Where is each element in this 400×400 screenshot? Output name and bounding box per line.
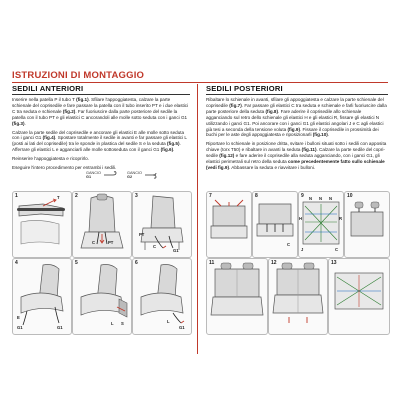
figure-13	[328, 258, 390, 335]
label-PT: PT	[139, 232, 145, 237]
front-p2-text-b: . Spostare totalmente il sedile in avanti e far passare gli elastici L (posti ai lati del coprisedile) tra le sponde in plastica del sedile S e la seduta	[12, 135, 187, 147]
figure-3	[132, 191, 192, 258]
figure-6	[132, 258, 192, 335]
rear-p2-text-b: . Calzare la parte sedile del coprisedile	[206, 147, 385, 159]
figure-1	[12, 191, 72, 258]
rear-seat-underside-illustration	[329, 259, 389, 334]
front-seats-heading: SEDILI ANTERIORI	[12, 84, 190, 95]
hook-name: GANCIO	[126, 171, 142, 175]
label-G1: G1	[173, 248, 179, 253]
hook-legend-g1	[86, 171, 117, 180]
rear-seats-heading: SEDILI POSTERIORI	[206, 84, 388, 95]
fig-ref-6: (fig.6)	[160, 147, 174, 153]
figure-number: 6	[135, 260, 138, 266]
hook-code: G1	[86, 175, 92, 180]
fig-ref-10: (fig.10)	[312, 132, 328, 138]
figure-number: 5	[75, 260, 78, 266]
rear-hook-illustration	[133, 192, 191, 257]
headrest-reposition-illustration	[345, 192, 389, 257]
fig-ref-12: (fig.12)	[219, 153, 235, 159]
figure-number: 11	[209, 260, 215, 266]
fig-ref-9: (fig.9)	[287, 126, 300, 132]
front-p1-text-b: . Sfilare l'appoggiatesta, calzare la parte schienale del coprisedile e fare passare la patella con il tubo inserito PT e i due elastici C tra seduta e schienale	[12, 97, 189, 114]
rear-p1-text-d: . Fissare il coprisedile in prossimità dei buchi per le aste degli appoggiatesta e riposizionarli	[206, 126, 379, 138]
label-S: S	[121, 321, 124, 326]
rear-p2-text-d: . Abbassare la seduta e riavvitare i bulloni.	[228, 164, 316, 170]
rear-paragraph-2	[206, 141, 388, 171]
front-paragraph-1	[12, 97, 190, 127]
label-C: C	[287, 242, 291, 247]
rear-p1-text-e: .	[327, 132, 330, 138]
rear-backrest-fold-illustration	[207, 192, 251, 257]
label-C: C	[92, 240, 96, 245]
figure-number: 4	[15, 260, 18, 266]
front-seats-section	[12, 84, 190, 174]
label-E: E	[17, 315, 20, 320]
figure-number: 8	[255, 193, 258, 199]
label-G1: G1	[179, 325, 185, 330]
fig-ref-8: (fig.8)	[265, 108, 279, 114]
label-T: T	[57, 195, 60, 200]
front-p1-text-d: .	[24, 120, 26, 126]
title-rule	[12, 82, 388, 83]
hook-code: G2	[126, 175, 133, 180]
figure-number: 13	[331, 260, 337, 266]
rear-seat-cover-illustration	[269, 259, 327, 334]
hook-name: GANCIO	[86, 171, 101, 175]
label-C: C	[153, 244, 157, 249]
rear-p2-emphasis: come precedentemente fatto sullo schienale	[287, 159, 385, 165]
label-G1: G1	[17, 325, 23, 330]
figure-number: 3	[135, 193, 138, 199]
figure-number: 2	[75, 193, 78, 199]
label-L: L	[167, 319, 170, 324]
front-paragraph-2	[12, 130, 190, 154]
fig-ref-3: (fig.3)	[12, 120, 25, 126]
front-p2-text-a: Calzare la parte sedile del coprisedile e ancorare gli elastici E alle molle sotto seduta con i ganci G1	[12, 129, 185, 141]
hook-legend	[86, 171, 158, 180]
fig-ref-13: (vedi fig.9)	[206, 164, 229, 170]
figure-number: 10	[347, 193, 353, 199]
fig-ref-7: (fig.7)	[229, 102, 242, 108]
figure-10	[344, 191, 390, 258]
front-p1-text-c: . Far fuoriuscire dalla parte posteriore del sedile la patella con il tubo PT e gli elastici C ancorandoli alle molle sotto seduta con i ganci G1	[12, 108, 188, 120]
label-PT: PT	[108, 240, 114, 245]
fig-ref-11: (fig.11)	[301, 147, 317, 153]
label-J: J	[301, 247, 304, 252]
figure-8	[252, 191, 298, 258]
fig-ref-1: (fig.1)	[76, 97, 89, 102]
fig-ref-4: (fig.4)	[42, 135, 56, 141]
figure-number: 12	[271, 260, 277, 266]
hook-legend-g2	[127, 171, 158, 180]
label-N: N	[329, 196, 333, 201]
rear-seats-section	[206, 84, 388, 174]
rear-p1-text-c: . Fare aderire il coprisedile allo schienale agganciando sul retro dello schienale gli elastici H e gli elastici R, fissare gli elastici N utilizzando i ganci G1. Poi ancorare con i ganci G1 gli elastici angolari J e C agli elastici già tesi a seconda della tensione voluta	[206, 108, 384, 132]
figure-number: 1	[15, 193, 18, 199]
rear-paragraph-1	[206, 97, 388, 138]
front-paragraph-4: Eseguire l'intero procedimento per entrambi i sedili.	[12, 165, 117, 171]
seat-cushion-illustration	[13, 259, 71, 334]
side-hook-illustration	[133, 259, 191, 334]
front-p1-text-a: Inserire nella patella P il tubo T	[12, 97, 77, 102]
column-divider	[197, 84, 198, 354]
label-R: R	[339, 216, 343, 221]
hook-g2-icon	[144, 171, 158, 179]
figure-7	[206, 191, 252, 258]
figure-number: 7	[209, 193, 212, 199]
figure-number: 9	[301, 193, 304, 199]
front-p2-text-c: . Afferrare gli elastici L e agganciarli alle molle sottoseduta con il ganci G1	[12, 141, 181, 153]
front-p2-text-d: .	[173, 147, 175, 153]
figure-4	[12, 258, 72, 335]
front-paragraph-3: Reinserire l'appoggiatesta e ricoprirlo.	[12, 156, 89, 162]
label-N: N	[309, 196, 313, 201]
figure-9	[298, 191, 344, 258]
figure-5	[72, 258, 132, 335]
label-H: H	[299, 216, 303, 221]
figure-11	[206, 258, 268, 335]
figure-12	[268, 258, 328, 335]
page-title: ISTRUZIONI DI MONTAGGIO	[12, 70, 145, 81]
fig-ref-2: (fig.2)	[62, 108, 76, 114]
rear-p2-text-c: e fare aderire il coprisedile alla seduta agganciando, con i ganci G1, gli elastici perimetrali sul retro della seduta	[206, 153, 380, 165]
rear-p2-text-a: Riportare lo schienale in posizione dritta, svitare i bulloni situati sotto i sedili con apposita chiave (torx T50) e ribaltare in avanti la seduta	[206, 141, 387, 153]
label-L: L	[111, 321, 114, 326]
figure-2	[72, 191, 132, 258]
label-C: C	[335, 247, 339, 252]
hook-g1-icon	[103, 171, 117, 179]
tube-insert-illustration	[13, 192, 71, 257]
label-G1: G1	[57, 325, 63, 330]
label-N: N	[319, 196, 323, 201]
backrest-cover-illustration	[73, 192, 131, 257]
fig-ref-5: (fig.5)	[167, 141, 180, 147]
rear-seat-upright-illustration	[207, 259, 267, 334]
rear-p1-text-b: . Far passare gli elastici C tra seduta e schienale e farli fuoriuscire dalla parte posteriore della seduta	[206, 102, 387, 114]
rear-elastic-illustration	[253, 192, 297, 257]
rear-p1-text-a: Ribaltare lo schienale in avanti, sfilare gli appoggiatesta e calzare la parte schienale del coprisedile	[206, 97, 384, 108]
